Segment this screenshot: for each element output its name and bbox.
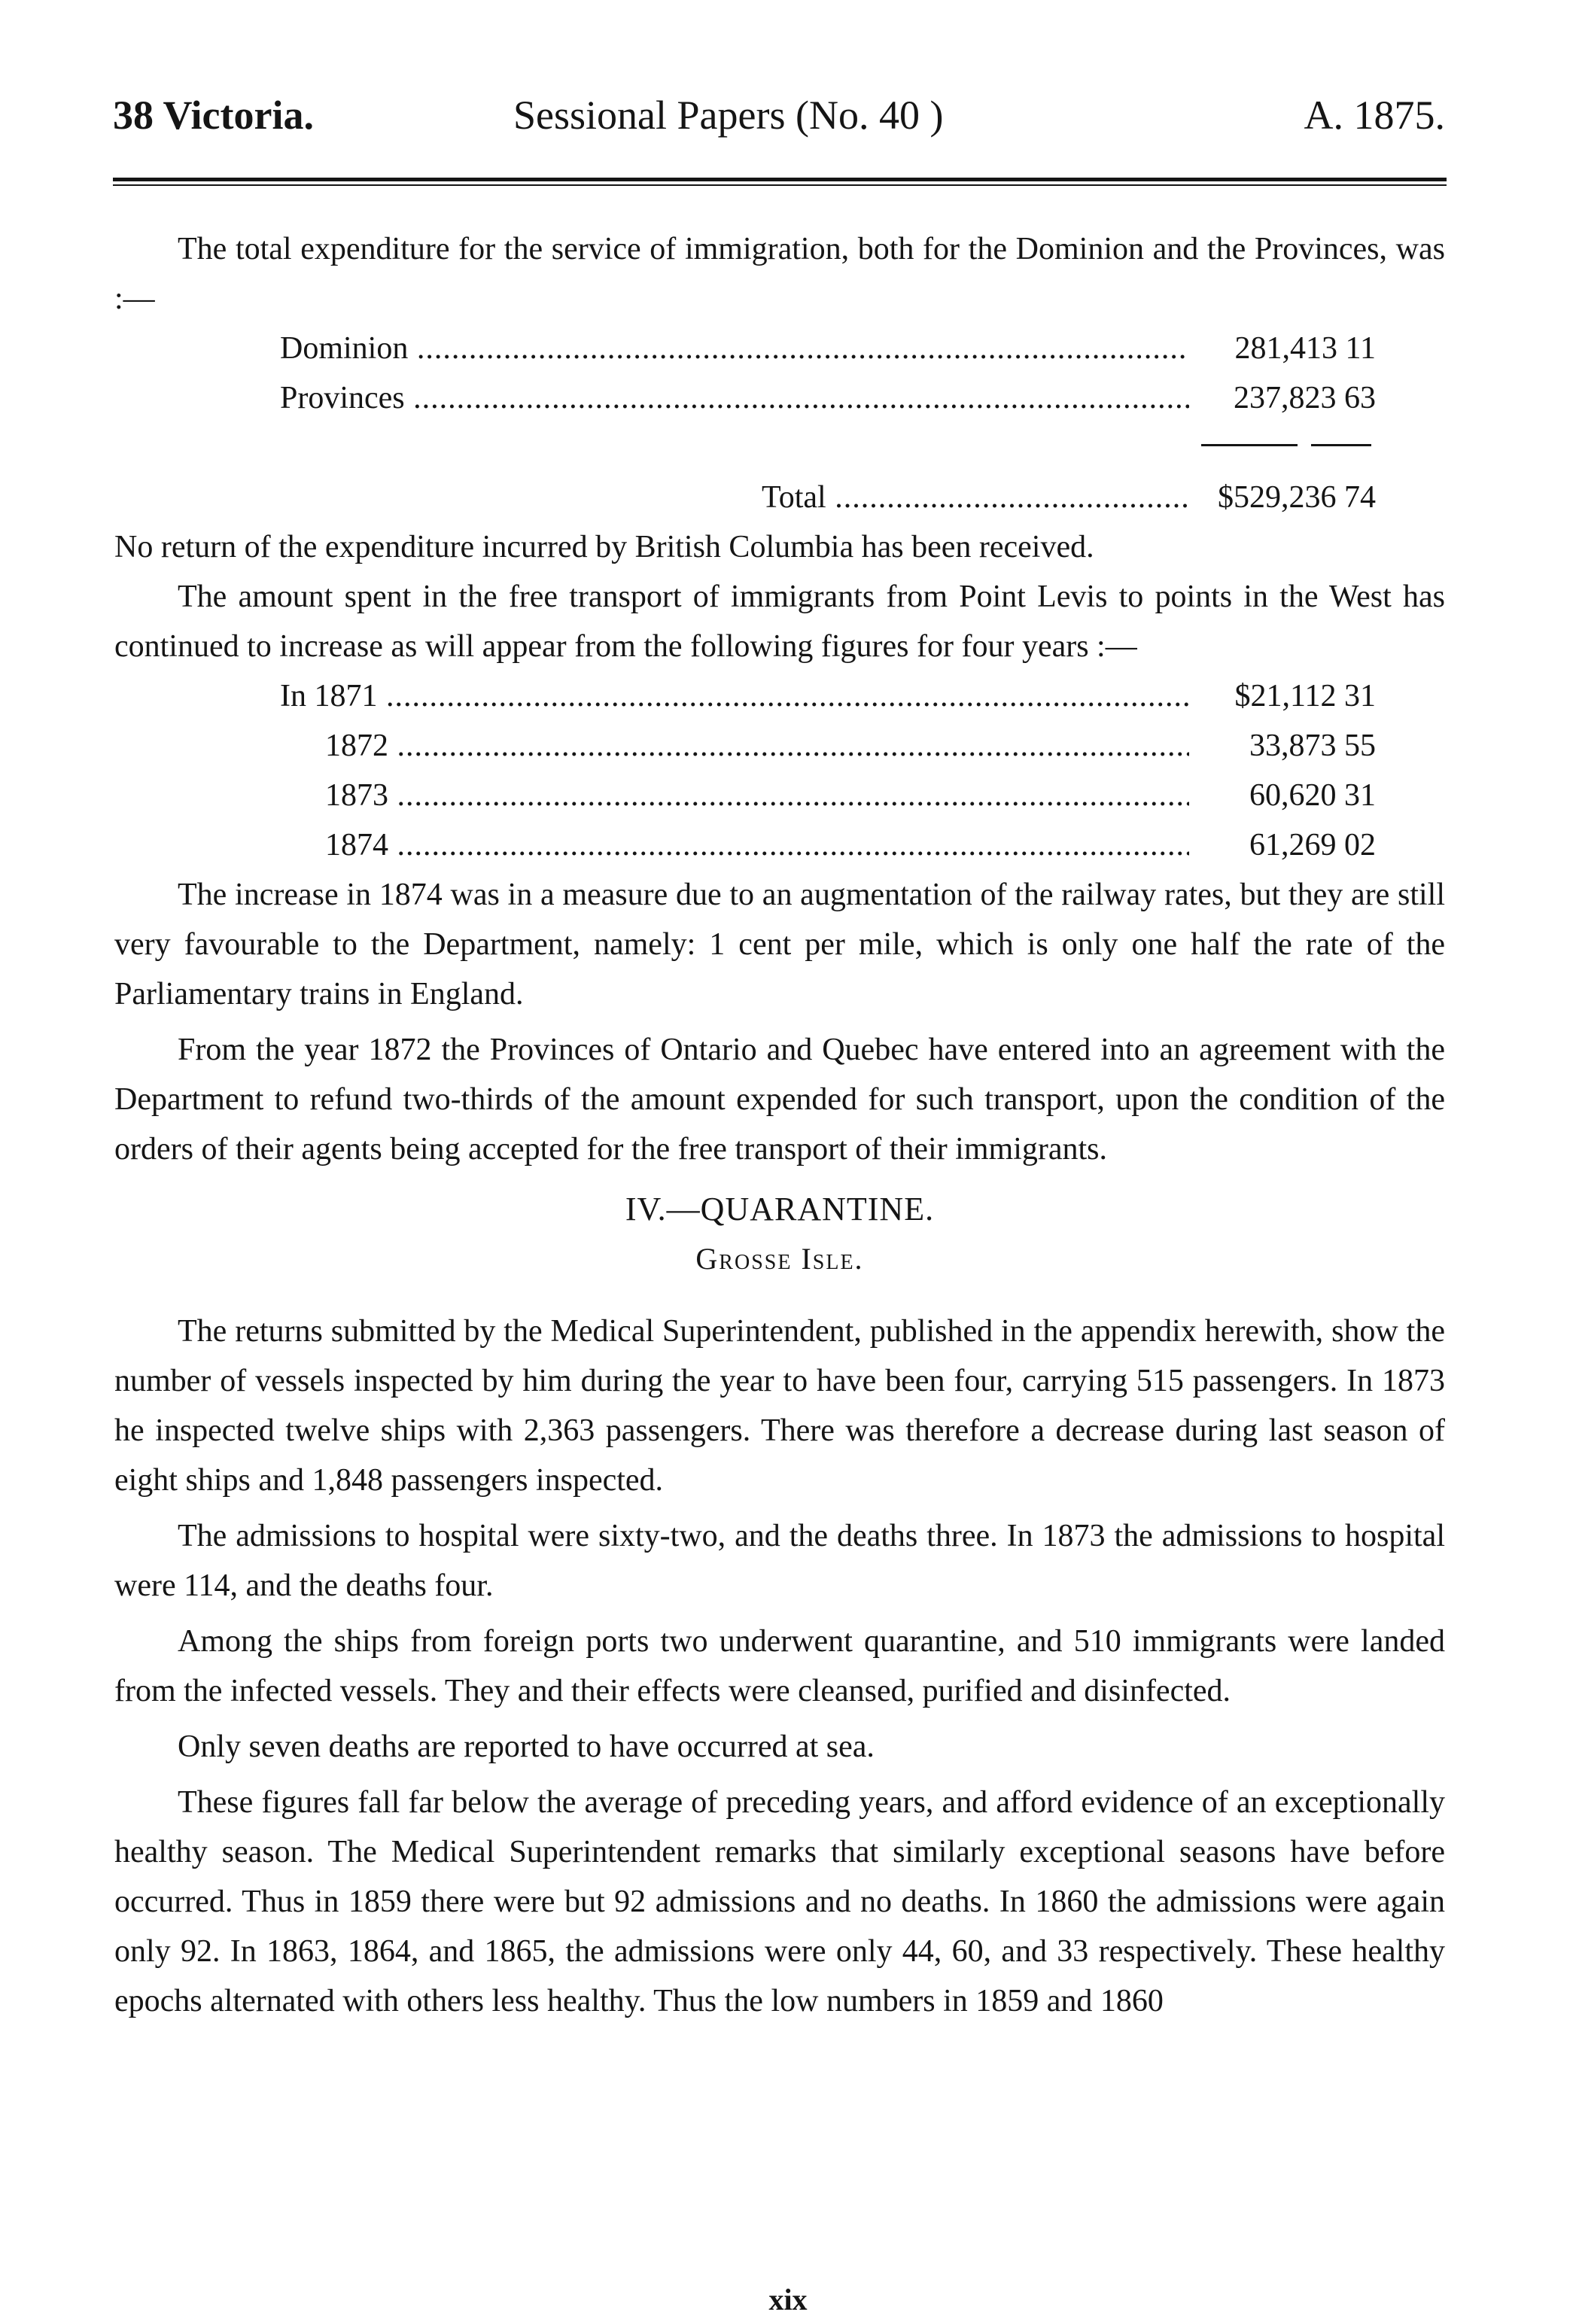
paragraph-railway-rates: The increase in 1874 was in a measure due to an augmentation of the railway rates, but they are still very favourable to the Department, namely: 1 cent per mile, which is only one half the rate of the Parliamentary trains in England. (114, 878, 1445, 1011)
paragraph-admissions: The admissions to hospital were sixty-two, and the deaths three. In 1873 the admissions to hospital were 114, and the deaths four. (114, 1519, 1445, 1603)
sum-rule (114, 423, 1445, 473)
ledger-label: Dominion ..... (280, 324, 1213, 373)
header-session: 38 Victoria. (113, 93, 314, 138)
header-rule-thick (113, 178, 1447, 181)
ledger-amount: 281,413 11 (1189, 324, 1376, 373)
ledger-label: 1872 ..... (325, 721, 1213, 771)
ledger-label: 1874 ..... (325, 820, 1213, 870)
paragraph-returns: The returns submitted by the Medical Superintendent, published in the appendix herewith, show the number of vessels inspected by him during the year to have been four, carrying 515 passengers. In 1873 he inspected twelve ships with 2,363 passengers. There was therefore a decrease during last season of eight ships and 1,848 passengers inspected. (114, 1314, 1445, 1498)
ledger-amount: 33,873 55 (1189, 721, 1376, 771)
page-body (114, 224, 1445, 2026)
paragraph-quarantine-ships: Among the ships from foreign ports two underwent quarantine, and 510 immigrants were landed from the infected vessels. They and their effects were cleansed, purified and disinfected. (114, 1624, 1445, 1708)
header-year: A. 1875. (1304, 93, 1445, 138)
ledger-row (114, 771, 1445, 820)
ledger-amount: 237,823 63 (1189, 373, 1376, 423)
ledger-total-row (114, 473, 1445, 522)
paragraph-healthy-season: These figures fall far below the average of preceding years, and afford evidence of an exceptionally healthy season. The Medical Superintendent remarks that similarly exceptional seasons have before occurred. Thus in 1859 there were but 92 admissions and no deaths. In 1860 the admissions were again only 92. In 1863, 1864, and 1865, the admissions were only 44, 60, and 33 respectively. These healthy epochs alternated with others less healthy. Thus the low numbers in 1859 and 1860 (114, 1785, 1445, 2018)
ledger-amount: 60,620 31 (1189, 771, 1376, 820)
transport-table (114, 671, 1445, 870)
ledger-amount: 61,269 02 (1189, 820, 1376, 870)
ledger-row (114, 373, 1445, 423)
ledger-label: In 1871 ..... (280, 671, 1213, 721)
ledger-row (114, 324, 1445, 373)
section-heading: IV.—QUARANTINE. (625, 1191, 935, 1227)
ledger-row (114, 820, 1445, 870)
paragraph-intro: The total expenditure for the service of immigration, both for the Dominion and the Provinces, was :— (114, 232, 1445, 316)
page-number: xix (768, 2283, 808, 2316)
ledger-total-label: Total ..... (762, 473, 1213, 522)
section-subheading: Grosse Isle. (695, 1242, 864, 1276)
expenditure-table (114, 324, 1445, 522)
ledger-label: Provinces ..... (280, 373, 1213, 423)
paragraph-deaths-at-sea: Only seven deaths are reported to have occurred at sea. (178, 1729, 875, 1764)
paragraph-refund-agreement: From the year 1872 the Provinces of Ontario and Quebec have entered into an agreement with the Department to refund two-thirds of the amount expended for such transport, upon the condition of the orders of their agents being accepted for the free transport of their immigrants. (114, 1033, 1445, 1167)
ledger-row (114, 671, 1445, 721)
ledger-amount: $21,112 31 (1189, 671, 1376, 721)
ledger-total-amount: $529,236 74 (1189, 473, 1376, 522)
paragraph-transport-intro: The amount spent in the free transport of immigrants from Point Levis to points in the West has continued to increase as will appear from the following figures for four years :— (114, 579, 1445, 664)
paragraph-bc-note: No return of the expenditure incurred by British Columbia has been received. (114, 530, 1094, 564)
ledger-row (114, 721, 1445, 771)
ledger-label: 1873 ..... (325, 771, 1213, 820)
header-title: Sessional Papers (No. 40 ) (513, 93, 944, 138)
header-rule-thin (113, 184, 1447, 186)
running-header (113, 92, 1445, 144)
